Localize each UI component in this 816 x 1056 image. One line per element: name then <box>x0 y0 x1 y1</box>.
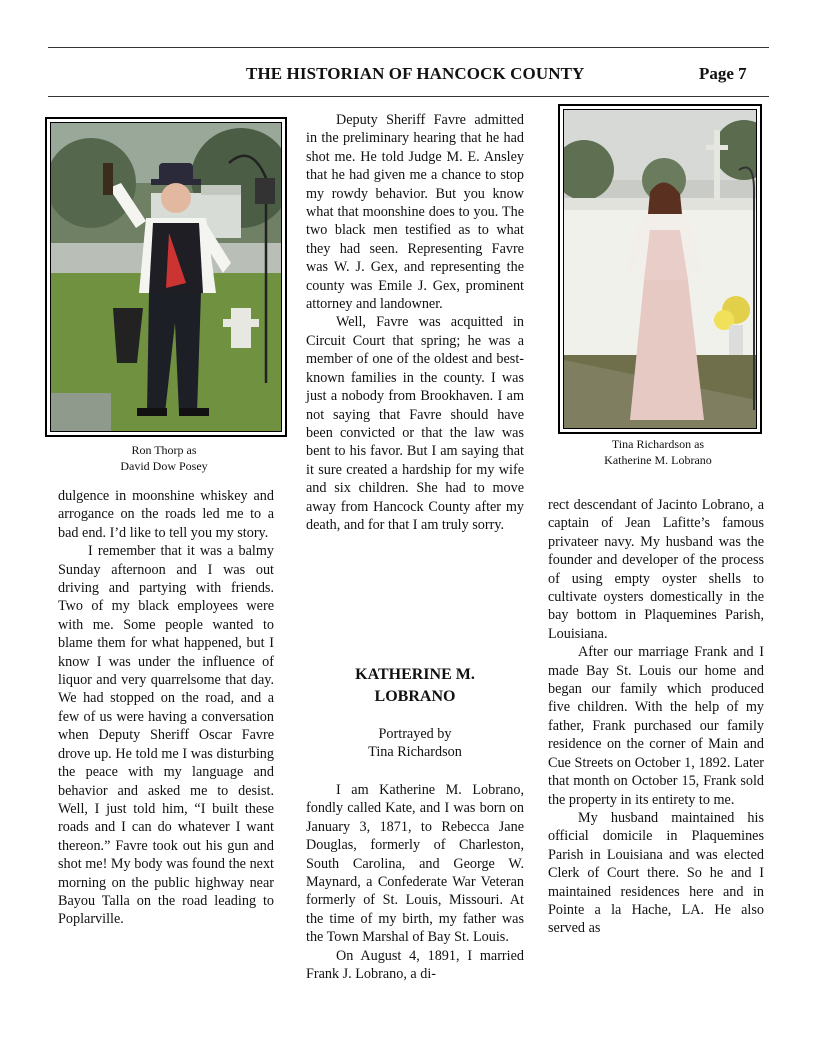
col3-paragraph-3: My husband maintained his official domicile in Plaquemines Parish in Louisiana and was elected Clerk of Court there. So he and I maintained residences here and in Pointe a la Hache, LA. He also served as <box>548 809 764 937</box>
caption-right-line2: Katherine M. Lobrano <box>604 453 712 467</box>
col2-paragraph-1: Deputy Sheriff Favre admitted in the preliminary hearing that he had shot me. He told Judge M. E. Ansley that he had given me a chance to stop my rowdy behavior. But you know what that moonshine does to you. The two black men testified as to what they had seen. Representing Favre was W. J. Gex, and representing the county was Emile J. Gex, prominent attorney and landowner. <box>306 112 524 313</box>
col1-paragraph-2: I remember that it was a balmy Sunday afternoon and I was out driving and partying with friends. Two of my black employees were with me. Some people wanted to blame them for what happened, but I know I was under the influence of liquor and very quarrelsome that day. We had stopped on the road, and a few of us were having a conversation when Deputy Sheriff Oscar Favre drove up. He told me I was disturbing the peace with my language and behavior and asked me to desist. Well, I just told him, “I built these roads and I can do whatever I want thereon.” Favre took out his gun and shot me! My body was found the next morning on the public highway near Bayou Talla on the road leading to Poplarville. <box>58 543 274 928</box>
photo-image-cemetery-woman <box>564 110 756 428</box>
column-2 <box>306 111 524 534</box>
column-1 <box>58 487 274 929</box>
photo-ron-thorp <box>45 117 287 437</box>
section-byline <box>306 725 524 762</box>
col1-paragraph-1: dulgence in moonshine whiskey and arrogance on the roads led me to a bad end. I’d like to tell you my story. <box>58 488 274 541</box>
newsletter-title: THE HISTORIAN OF HANCOCK COUNTY <box>246 64 585 83</box>
header-bottom-rule <box>48 96 769 97</box>
photo-tina-richardson <box>558 104 762 434</box>
caption-right-line1: Tina Richardson as <box>611 437 705 451</box>
column-3 <box>548 496 764 938</box>
header-top-rule <box>48 47 769 48</box>
col2-paragraph-4: On August 4, 1891, I married Frank J. Lobrano, a di- <box>306 947 524 983</box>
section-title-line2: LOBRANO <box>374 688 456 705</box>
caption-left-line1: Ron Thorp as <box>131 443 197 457</box>
col2-paragraph-3: I am Katherine M. Lobrano, fondly called Kate, and I was born on January 3, 1871, to Rebecca Jane Douglas, formerly of Charleston, South Carolina, and George W. Maynard, a Confederate War Veteran formerly of St. Louis, Missouri. At the time of my birth, my father was the Town Marshal of Bay St. Louis. <box>306 782 524 946</box>
photo-caption-right <box>558 436 758 468</box>
column-2-continued <box>306 781 524 983</box>
photo-image-cemetery-man <box>51 123 281 431</box>
photo-caption-left <box>45 442 283 474</box>
byline-line1: Portrayed by <box>378 726 452 742</box>
col3-paragraph-2: After our marriage Frank and I made Bay St. Louis our home and began our family which produced five children. With the help of my father, Frank purchased our family residence on the corner of Main and Cue Streets on October 1, 1892. Later that month on October 15, Frank sold the property in its entirety to me. <box>548 644 764 808</box>
col2-paragraph-2: Well, Favre was acquitted in Circuit Court that spring; he was a member of one of the oldest and best-known families in the county. I was just a nobody from Brookhaven. I am not saying that Favre should have been convicted or that the law was bent to his favor. But I am saying that it sure created a hardship for my wife and six children. She had to move away from Hancock County after my death, and for that I am truly sorry. <box>306 314 524 533</box>
caption-left-line2: David Dow Posey <box>120 459 208 473</box>
page-number: Page 7 <box>699 64 747 83</box>
section-title <box>306 664 524 708</box>
col3-paragraph-1: rect descendant of Jacinto Lobrano, a captain of Jean Lafitte’s famous privateer navy. My husband was the founder and developer of the process of using empty oyster shells to cultivate oysters domestically in the bay bottom in Plaquemines Parish, Louisiana. <box>548 497 764 642</box>
section-title-line1: KATHERINE M. <box>355 666 475 683</box>
byline-line2: Tina Richardson <box>368 744 462 761</box>
